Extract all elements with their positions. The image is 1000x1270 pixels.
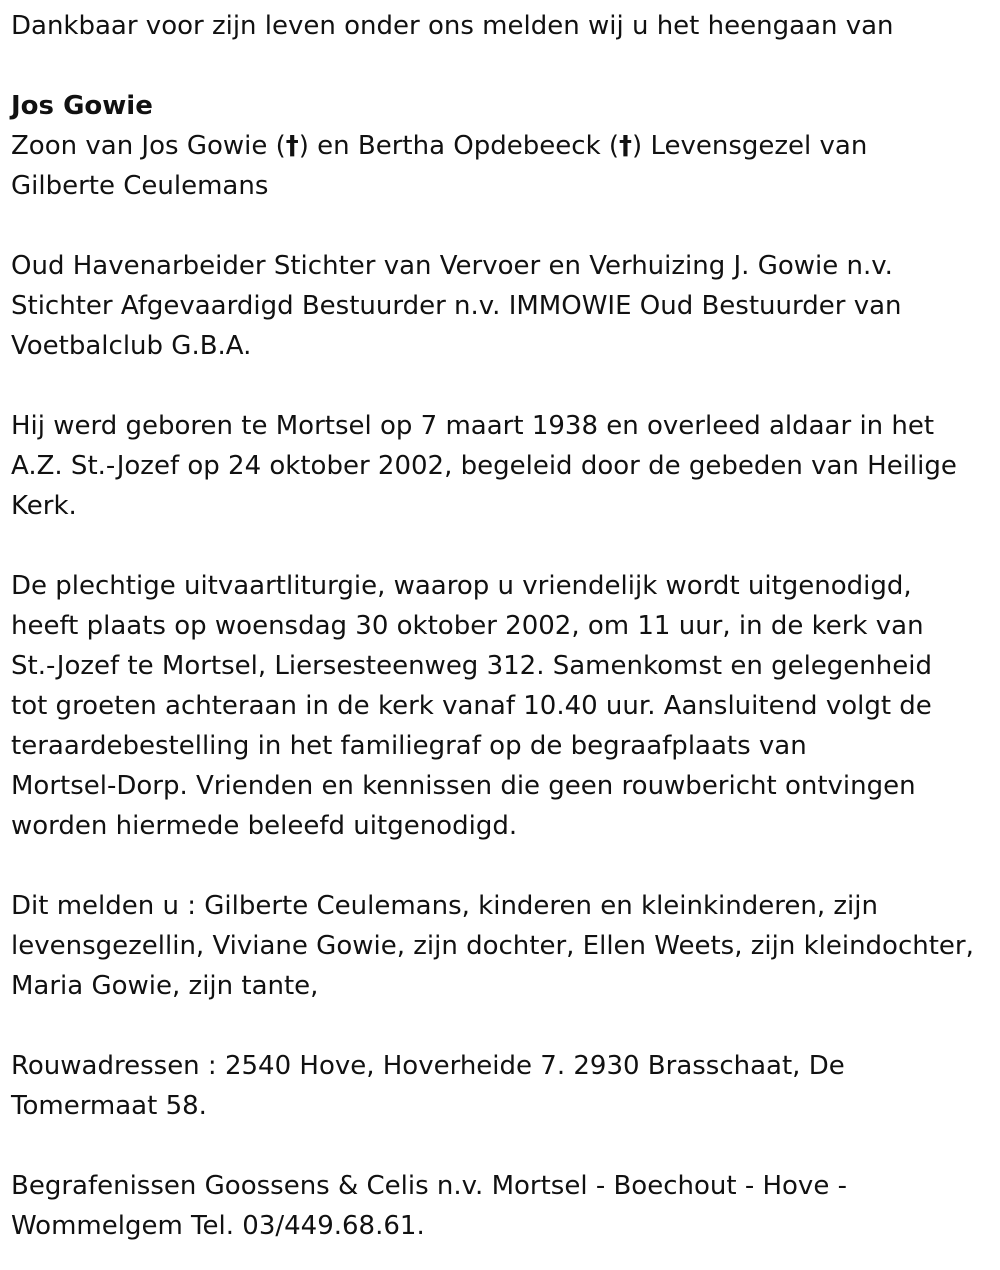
funeral-line: De plechtige uitvaartliturgie, waarop u vriendelijk wordt uitgenodigd,: [11, 571, 912, 601]
address-line: Tomermaat 58.: [11, 1091, 207, 1121]
deceased-name: Jos Gowie: [11, 91, 153, 121]
funeral-line: tot groeten achteraan in de kerk vanaf 10.40 uur. Aansluitend volgt de: [11, 691, 932, 721]
funeral-line: teraardebestelling in het familiegraf op de begraafplaats van: [11, 731, 807, 761]
funeral-line: St.-Jozef te Mortsel, Liersesteenweg 312. Samenkomst en gelegenheid: [11, 651, 932, 681]
career-section: [11, 246, 988, 366]
birth-death-line: Kerk.: [11, 491, 77, 521]
parents-text-1: Zoon van Jos Gowie (: [11, 131, 286, 161]
cross-icon: †: [285, 131, 299, 161]
announced-by-line: Maria Gowie, zijn tante,: [11, 971, 319, 1001]
funeral-line: Mortsel-Dorp. Vrienden en kennissen die geen rouwbericht ontvingen: [11, 771, 916, 801]
undertaker-line: Wommelgem Tel. 03/449.68.61.: [11, 1211, 425, 1241]
announced-by-line: levensgezellin, Viviane Gowie, zijn dochter, Ellen Weets, zijn kleindochter,: [11, 931, 974, 961]
birth-death-section: [11, 406, 988, 526]
funeral-line: heeft plaats op woensdag 30 oktober 2002, om 11 uur, in de kerk van: [11, 611, 924, 641]
addresses-section: [11, 1046, 988, 1126]
undertaker-line: Begrafenissen Goossens & Celis n.v. Mortsel - Boechout - Hove -: [11, 1171, 847, 1201]
address-line: Rouwadressen : 2540 Hove, Hoverheide 7. 2930 Brasschaat, De: [11, 1051, 845, 1081]
parents-text-3: ) Levensgezel van: [632, 131, 868, 161]
parents-line-1: [11, 126, 988, 166]
announced-by-line: Dit melden u : Gilberte Ceulemans, kinderen en kleinkinderen, zijn: [11, 891, 878, 921]
announced-by-section: [11, 886, 988, 1006]
career-line: Stichter Afgevaardigd Bestuurder n.v. IMMOWIE Oud Bestuurder van: [11, 291, 902, 321]
intro-text: Dankbaar voor zijn leven onder ons melden wij u het heengaan van: [11, 11, 894, 41]
parents-section: [11, 126, 988, 206]
birth-death-line: Hij werd geboren te Mortsel op 7 maart 1938 en overleed aldaar in het: [11, 411, 935, 441]
funeral-line: worden hiermede beleefd uitgenodigd.: [11, 811, 518, 841]
undertaker-section: [11, 1166, 988, 1246]
career-line: Oud Havenarbeider Stichter van Vervoer en Verhuizing J. Gowie n.v.: [11, 251, 893, 281]
birth-death-line: A.Z. St.-Jozef op 24 oktober 2002, begeleid door de gebeden van Heilige: [11, 451, 957, 481]
cross-icon: †: [619, 131, 633, 161]
career-line: Voetbalclub G.B.A.: [11, 331, 252, 361]
funeral-section: [11, 566, 988, 846]
parents-text-2: ) en Bertha Opdebeeck (: [298, 131, 620, 161]
parents-line-2: Gilberte Ceulemans: [11, 171, 269, 201]
